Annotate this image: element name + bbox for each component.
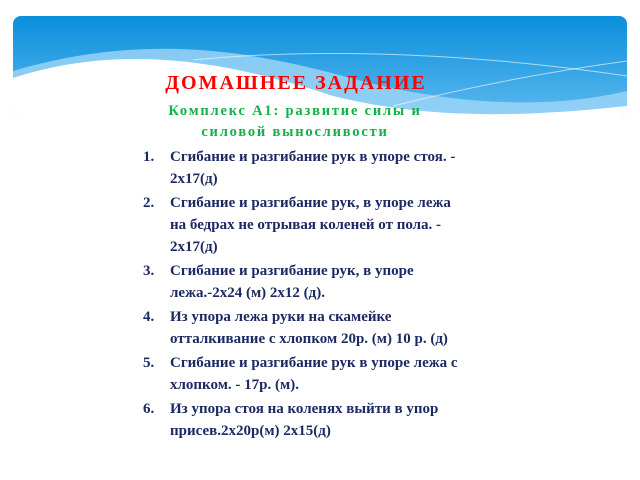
- item-number: 6.: [143, 401, 155, 417]
- item-text: Из упора стоя на коленях выйти в упор присев.2х20р(м) 2х15(д): [170, 401, 439, 439]
- list-item: [143, 192, 463, 258]
- list-item: [143, 352, 463, 396]
- item-number: 2.: [143, 195, 155, 211]
- list-item: [143, 398, 463, 442]
- item-text: Из упора лежа руки на скамейке отталкивание с хлопком 20р. (м) 10 р. (д): [170, 309, 448, 347]
- list-item: [143, 306, 463, 350]
- item-text: Сгибание и разгибание рук, в упоре лежа.-2х24 (м) 2х12 (д).: [170, 263, 414, 301]
- item-text: Сгибание и разгибание рук в упоре лежа с хлопком. - 17р. (м).: [170, 355, 458, 393]
- slide-subtitle: Комплекс А1: развитие силы и силовой выносливости: [168, 103, 422, 140]
- exercise-list: [143, 146, 463, 444]
- item-number: 3.: [143, 263, 155, 279]
- item-number: 5.: [143, 355, 155, 371]
- list-item: [143, 260, 463, 304]
- item-text: Сгибание и разгибание рук, в упоре лежа на бедрах не отрывая коленей от пола. - 2х17(д): [170, 195, 451, 255]
- item-number: 1.: [143, 149, 155, 165]
- item-text: Сгибание и разгибание рук в упоре стоя. - 2х17(д): [170, 149, 456, 187]
- slide-title: ДОМАШНЕЕ ЗАДАНИЕ: [165, 72, 427, 94]
- list-item: [143, 146, 463, 190]
- item-number: 4.: [143, 309, 155, 325]
